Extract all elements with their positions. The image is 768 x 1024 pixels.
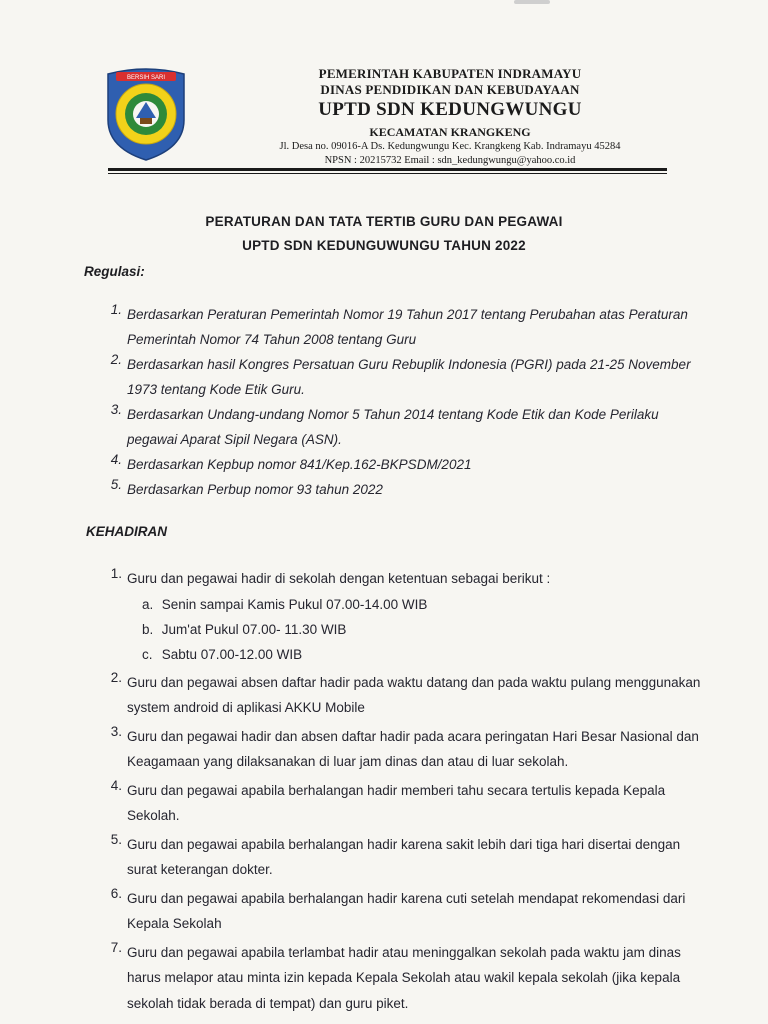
document-title: PERATURAN DAN TATA TERTIB GURU DAN PEGAWAI (205, 214, 563, 229)
item-text: Berdasarkan Peraturan Pemerintah Nomor 19 Tahun 2017 tentang Perubahan atas Peraturan Pemerintah Nomor 74 Tahun 2008 tentang Guru (127, 307, 688, 347)
regulasi-heading: Regulasi: (84, 264, 145, 279)
letterhead-rule-thick (108, 168, 667, 171)
list-item (102, 477, 702, 502)
letterhead-contact: NPSN : 20215732 Email : sdn_kedungwungu@yahoo.co.id (324, 155, 576, 166)
item-text: Guru dan pegawai absen daftar hadir pada waktu datang dan pada waktu pulang menggunakan system android di aplikasi AKKU Mobile (127, 674, 701, 715)
schedule-item (142, 617, 702, 642)
list-item (102, 402, 702, 452)
item-text: Guru dan pegawai apabila berhalangan hadir memberi tahu secara tertulis kepada Kepala Sekolah. (127, 782, 666, 823)
schedule-letter: b. (142, 621, 154, 637)
list-item (102, 940, 702, 1017)
regulasi-list (102, 302, 702, 502)
schedule-letter: c. (142, 646, 153, 662)
item-number: 5. (110, 477, 122, 492)
letterhead-rule-thin (108, 173, 667, 174)
list-item (102, 832, 702, 883)
kehadiran-list (102, 566, 702, 1019)
letterhead-school: UPTD SDN KEDUNGWUNGU (318, 99, 582, 120)
logo-ribbon-text: BERSIH SARI (126, 75, 166, 81)
list-item (102, 452, 702, 477)
list-item (102, 352, 702, 402)
item-number: 3. (110, 723, 122, 739)
item-number: 7. (110, 939, 122, 955)
list-item (102, 724, 702, 775)
item-number: 3. (110, 402, 122, 417)
letterhead-government: PEMERINTAH KABUPATEN INDRAMAYU (318, 66, 582, 81)
item-text: Berdasarkan Undang-undang Nomor 5 Tahun 2014 tentang Kode Etik dan Kode Perilaku pegawai Aparat Sipil Negara (ASN). (127, 407, 659, 447)
item-text: Berdasarkan Perbup nomor 93 tahun 2022 (127, 482, 383, 497)
schedule-letter: a. (142, 596, 154, 612)
regency-emblem-icon (102, 64, 190, 162)
schedule-text: Jum'at Pukul 07.00- 11.30 WIB (161, 621, 347, 637)
list-item (102, 886, 702, 937)
item-number: 2. (110, 352, 122, 367)
item-number: 6. (110, 885, 122, 901)
list-item (102, 670, 702, 721)
item-number: 1. (110, 302, 122, 317)
item-text: Berdasarkan hasil Kongres Persatuan Guru Rebuplik Indonesia (PGRI) pada 21-25 November 1973 tentang Kode Etik Guru. (127, 357, 691, 397)
letterhead-address: Jl. Desa no. 09016-A Ds. Kedungwungu Kec. Krangkeng Kab. Indramayu 45284 (279, 141, 621, 152)
document-subtitle: UPTD SDN KEDUNGUWUNGU TAHUN 2022 (242, 238, 526, 253)
schedule-item (142, 642, 702, 667)
list-item (102, 302, 702, 352)
letterhead (230, 66, 670, 168)
item-text: Guru dan pegawai hadir di sekolah dengan ketentuan sebagai berikut : (127, 571, 551, 586)
item-text: Guru dan pegawai apabila berhalangan hadir karena sakit lebih dari tiga hari disertai dengan surat keterangan dokter. (127, 836, 681, 877)
item-number: 4. (110, 777, 122, 793)
item-number: 1. (110, 566, 122, 581)
item-number: 4. (110, 452, 122, 467)
scan-mark (514, 0, 550, 4)
item-text: Guru dan pegawai hadir dan absen daftar hadir pada acara peringatan Hari Besar Nasional dan Keagamaan yang dilaksanakan di luar jam dinas dan atau di luar sekolah. (127, 728, 699, 769)
schedule-text: Senin sampai Kamis Pukul 07.00-14.00 WIB (161, 596, 428, 612)
item-text: Guru dan pegawai apabila berhalangan hadir karena cuti setelah mendapat rekomendasi dari Kepala Sekolah (127, 890, 686, 931)
letterhead-district: KECAMATAN KRANGKENG (369, 125, 531, 139)
kehadiran-heading: KEHADIRAN (86, 524, 167, 539)
schedule-text: Sabtu 07.00-12.00 WIB (161, 646, 303, 662)
schedule-list (142, 592, 702, 667)
item-number: 5. (110, 831, 122, 847)
item-number: 2. (110, 669, 122, 685)
list-item (102, 778, 702, 829)
item-text: Berdasarkan Kepbup nomor 841/Kep.162-BKPSDM/2021 (127, 457, 472, 472)
schedule-item (142, 592, 702, 617)
list-item (102, 566, 702, 667)
letterhead-department: DINAS PENDIDIKAN DAN KEBUDAYAAN (320, 82, 580, 97)
item-text: Guru dan pegawai apabila terlambat hadir atau meninggalkan sekolah pada waktu jam dinas harus melapor atau minta izin kepada Kepala Sekolah atau wakil kepala sekolah (jika kepala sekolah tidak berada di tempat) dan guru piket. (127, 944, 681, 1011)
